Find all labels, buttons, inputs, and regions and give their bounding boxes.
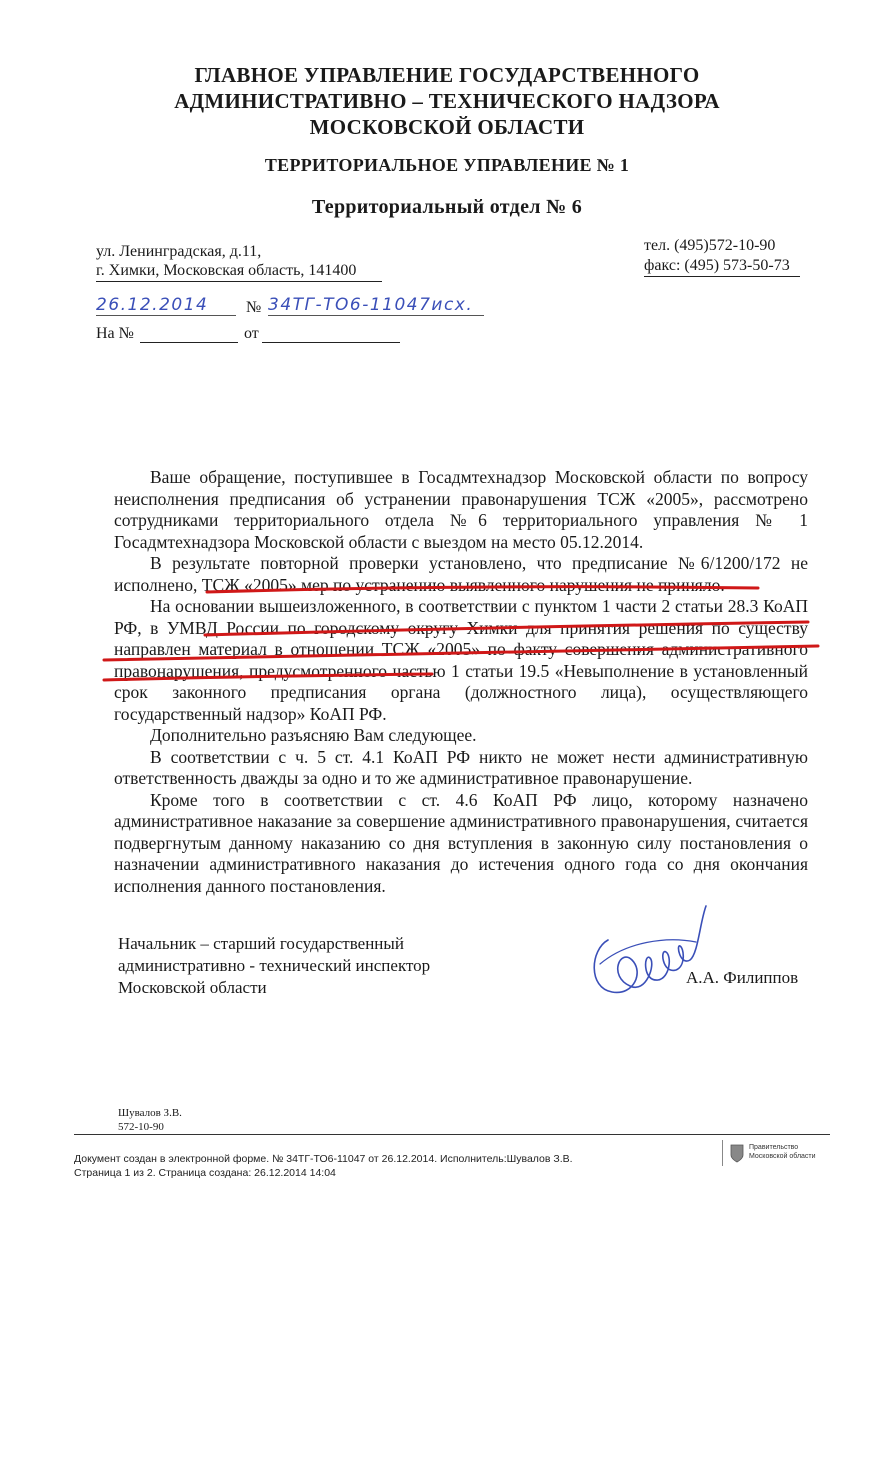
fax-number: факс: (495) 573-50-73 <box>644 256 800 277</box>
address-line-2: г. Химки, Московская область, 141400 <box>96 261 382 282</box>
inspection-marked-text: ТСЖ «2005» мер по устранению выявленного нарушения не приняло. <box>201 574 725 595</box>
executor-info <box>118 1106 182 1134</box>
logo-text <box>749 1143 816 1161</box>
signatory-title-line-2: административно - технический инспектор <box>118 956 431 975</box>
department-title: Территориальный отдел № 6 <box>311 196 583 218</box>
number-sign: № <box>246 299 262 316</box>
registration-number: 34ТГ-ТО6-11047исх. <box>268 295 484 316</box>
paragraph-appeal: Ваше обращение, поступившее в Госадмтехнадзор Московской области по вопросу неисполнения предписания об устранении правонарушения ТСЖ «2005», рассмотрено сотрудниками территориального отдела №6 территориального управления № 1 Госадмтехнадзора Московской области с выездом на место 05.12.2014. <box>114 467 808 552</box>
from-label: от <box>244 325 259 342</box>
signatory-title <box>118 933 430 999</box>
underline-stroke <box>207 587 758 592</box>
government-logo <box>722 1140 835 1166</box>
inspection-text: В результате повторной проверки установлено, что предписание №6/1200/172 не исполнено, <box>114 553 808 595</box>
handwritten-signature <box>586 902 716 1004</box>
header-line-3: МОСКОВСКОЙ ОБЛАСТИ <box>309 115 585 139</box>
address-line-1: ул. Ленинградская, д.11, <box>96 243 262 260</box>
underline-stroke <box>104 646 818 660</box>
coat-of-arms-icon <box>729 1143 745 1163</box>
paragraph-liability: В соответствии с ч. 5 ст. 4.1 КоАП РФ никто не может нести административную ответственность дважды за одно и то же административное правонарушение. <box>114 746 808 788</box>
phone-number: тел. (495)572-10-90 <box>644 237 776 254</box>
header-line-1: ГЛАВНОЕ УПРАВЛЕНИЕ ГОСУДАРСТВЕННОГО <box>194 63 700 87</box>
signatory-name: А.А. Филиппов <box>686 968 799 987</box>
logo-text-line-1: Правительство <box>749 1144 799 1151</box>
referral-marked-text: в УМВД России по городскому округу Химки для принятия решения по существу направлен материал в отношении ТСЖ «2005» по факту совершения административного правонарушения, <box>114 617 808 681</box>
logo-text-line-2: Московской области <box>749 1153 816 1160</box>
registration-date: 26.12.2014 <box>96 295 236 316</box>
reply-to-label: На № <box>96 325 134 342</box>
paragraph-penalty: Кроме того в соответствии с ст. 4.6 КоАП РФ лицо, которому назначено административное наказание за совершение административного правонарушения, считается подвергнутым данному наказанию со дня вступления в законную силу постановления о назначении административного наказания до истечения одного года со дня окончания исполнения данного постановления. <box>114 789 808 896</box>
underline-stroke <box>104 674 432 680</box>
executor-phone: 572-10-90 <box>118 1121 164 1133</box>
header-line-2: АДМИНИСТРАТИВНО – ТЕХНИЧЕСКОГО НАДЗОРА <box>174 89 720 113</box>
referral-text-end: предусмотренного частью 1 статьи 19.5 «Невыполнение в установленный срок законного предписания органа (должностного лица), осуществляющего государственный надзор» КоАП РФ. <box>114 660 808 724</box>
footer-divider <box>74 1134 830 1135</box>
referral-text: На основании вышеизложенного, в соответствии с пунктом 1 части 2 статьи 28.3 КоАП РФ, <box>114 596 808 638</box>
underline-stroke <box>205 622 808 635</box>
signatory-title-line-1: Начальник – старший государственный <box>118 934 404 953</box>
executor-name: Шувалов З.В. <box>118 1107 182 1119</box>
signatory-title-line-3: Московской области <box>118 978 267 997</box>
paragraph-explanation: Дополнительно разъясняю Вам следующее. <box>150 725 477 745</box>
footer-page-info: Страница 1 из 2. Страница создана: 26.12.2014 14:04 <box>74 1167 336 1179</box>
territorial-administration: ТЕРРИТОРИАЛЬНОЕ УПРАВЛЕНИЕ № 1 <box>264 155 630 175</box>
footer-document-info: Документ создан в электронной форме. № 34ТГ-ТО6-11047 от 26.12.2014. Исполнитель:Шувалов З.В. <box>74 1153 573 1165</box>
footer-note <box>74 1152 573 1180</box>
